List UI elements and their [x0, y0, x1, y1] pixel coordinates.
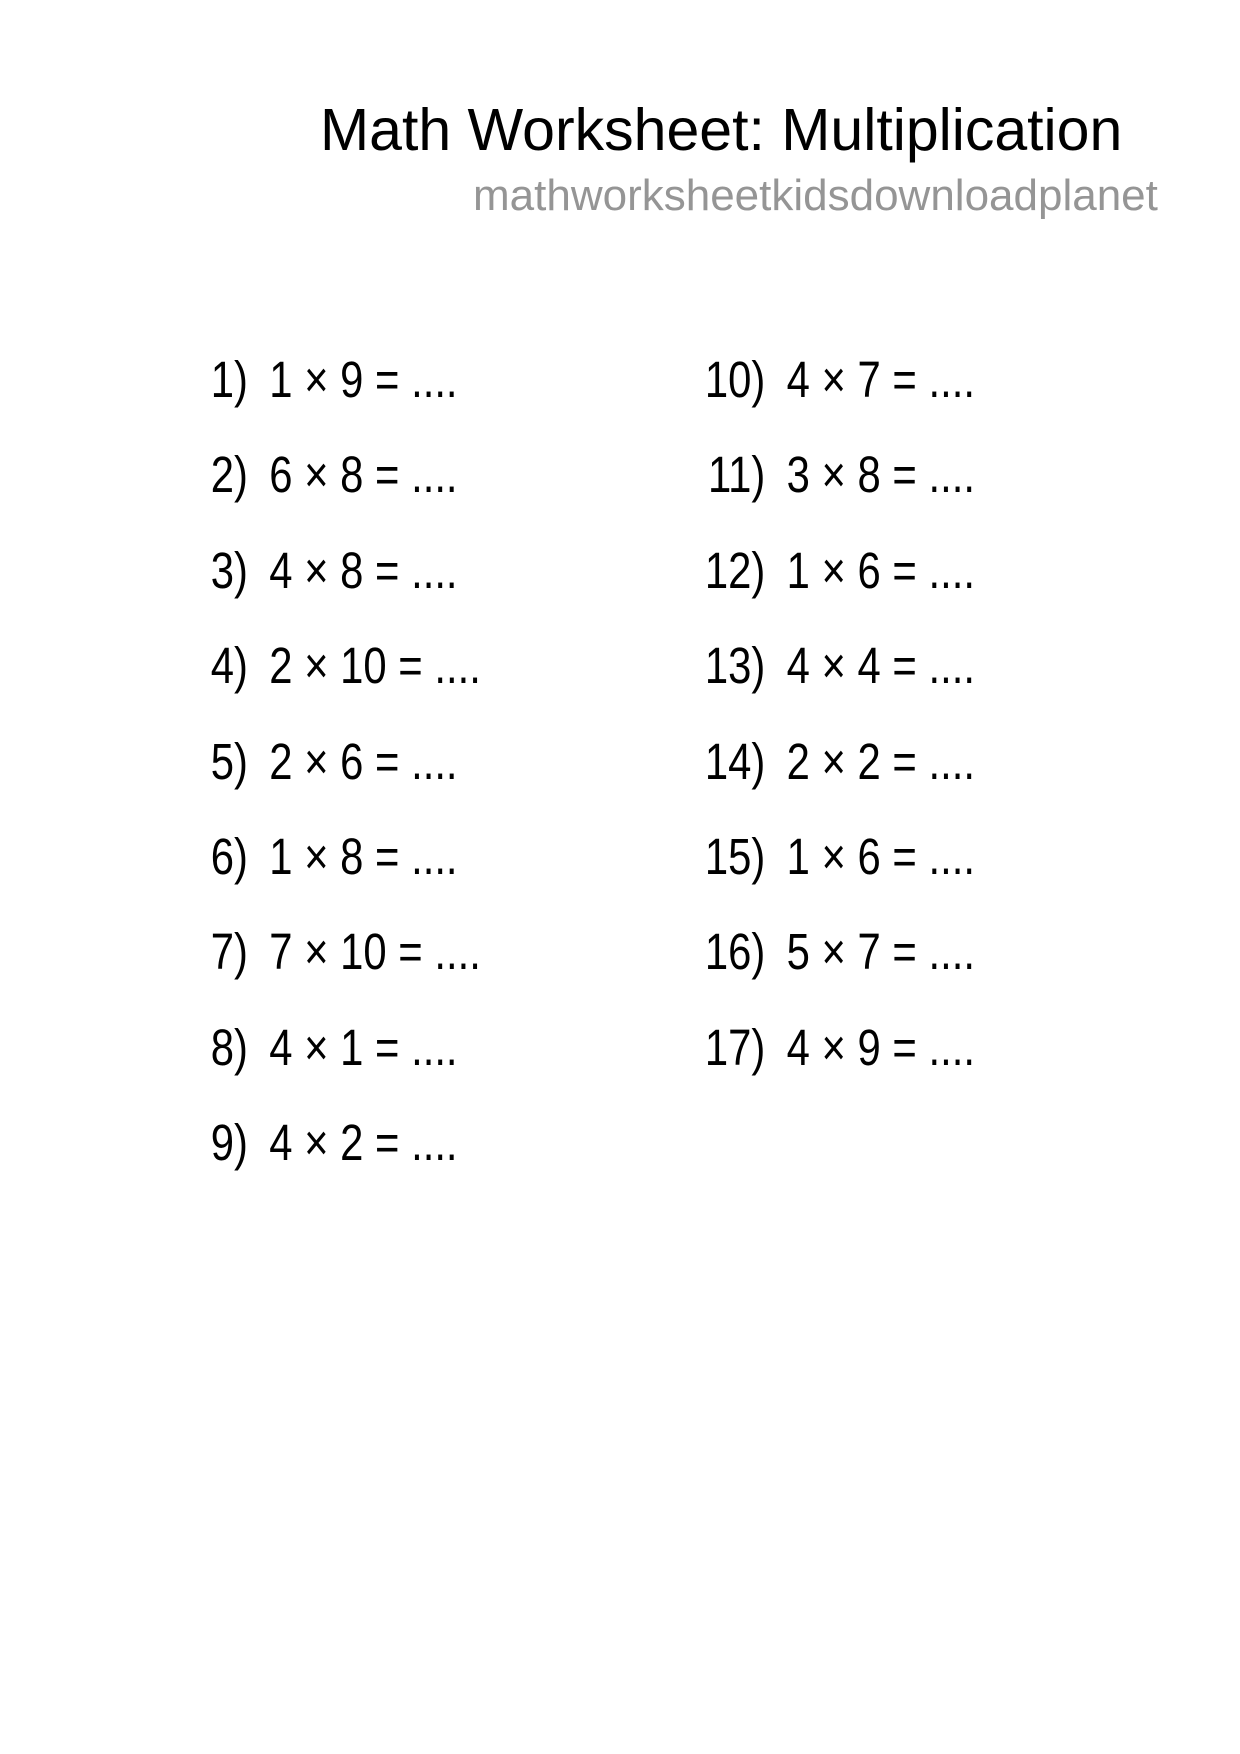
problem-expression: 6 × 8 = ....: [269, 446, 458, 504]
problem-expression: 2 × 10 = ....: [269, 637, 481, 695]
problem-row: [703, 809, 1162, 904]
problem-row: [202, 904, 661, 999]
problem-expression: 3 × 8 = ....: [786, 446, 975, 504]
problem-number: 13): [704, 637, 766, 695]
problem-number: 8): [210, 1018, 248, 1076]
problem-row: [202, 618, 661, 713]
problem-expression: 4 × 1 = ....: [269, 1018, 458, 1076]
problem-row: [202, 809, 661, 904]
problem-row: [202, 332, 661, 427]
problem-number: 7): [210, 923, 248, 981]
problem-row: [202, 714, 661, 809]
problem-number: 11): [707, 446, 766, 504]
problem-expression: 5 × 7 = ....: [786, 923, 975, 981]
problem-row: [703, 714, 1162, 809]
problem-expression: 1 × 6 = ....: [786, 541, 975, 599]
problem-expression: 7 × 10 = ....: [269, 923, 481, 981]
problem-number: 3): [210, 541, 248, 599]
problem-expression: 4 × 7 = ....: [786, 351, 975, 408]
problem-expression: 4 × 9 = ....: [786, 1018, 975, 1076]
problem-number: 15): [704, 827, 766, 885]
problem-row: [202, 427, 661, 522]
page-subtitle: mathworksheetkidsdownloadplanet: [473, 171, 1158, 220]
problem-number: 17): [704, 1018, 766, 1076]
problem-number: 14): [704, 732, 766, 790]
problem-number: 9): [210, 1114, 248, 1172]
problem-expression: 4 × 4 = ....: [786, 637, 975, 695]
problem-row: [703, 523, 1162, 618]
problem-number: 6): [210, 827, 248, 885]
problem-row: [202, 523, 661, 618]
problem-expression: 2 × 6 = ....: [269, 732, 458, 790]
problem-number: 1): [210, 351, 248, 408]
problem-expression: 4 × 8 = ....: [269, 541, 458, 599]
problems-column-left: [202, 332, 661, 1191]
problem-number: 2): [210, 446, 248, 504]
problem-number: 16): [704, 923, 766, 981]
problem-expression: 1 × 6 = ....: [786, 827, 975, 885]
problem-row: [202, 1095, 661, 1190]
problem-row: [703, 1000, 1162, 1095]
problem-expression: 4 × 2 = ....: [269, 1114, 458, 1172]
problems-column-right: [703, 332, 1162, 1095]
problem-row: [703, 427, 1162, 522]
problem-row: [703, 332, 1162, 427]
problem-number: 10): [704, 351, 766, 408]
page-title: Math Worksheet: Multiplication: [320, 97, 1123, 163]
problem-expression: 2 × 2 = ....: [786, 732, 975, 790]
problem-row: [703, 618, 1162, 713]
problem-number: 4): [210, 637, 248, 695]
problem-expression: 1 × 8 = ....: [269, 827, 458, 885]
problem-expression: 1 × 9 = ....: [269, 351, 458, 408]
problem-number: 5): [210, 732, 248, 790]
problem-row: [202, 1000, 661, 1095]
problem-number: 12): [704, 541, 766, 599]
problem-row: [703, 904, 1162, 999]
